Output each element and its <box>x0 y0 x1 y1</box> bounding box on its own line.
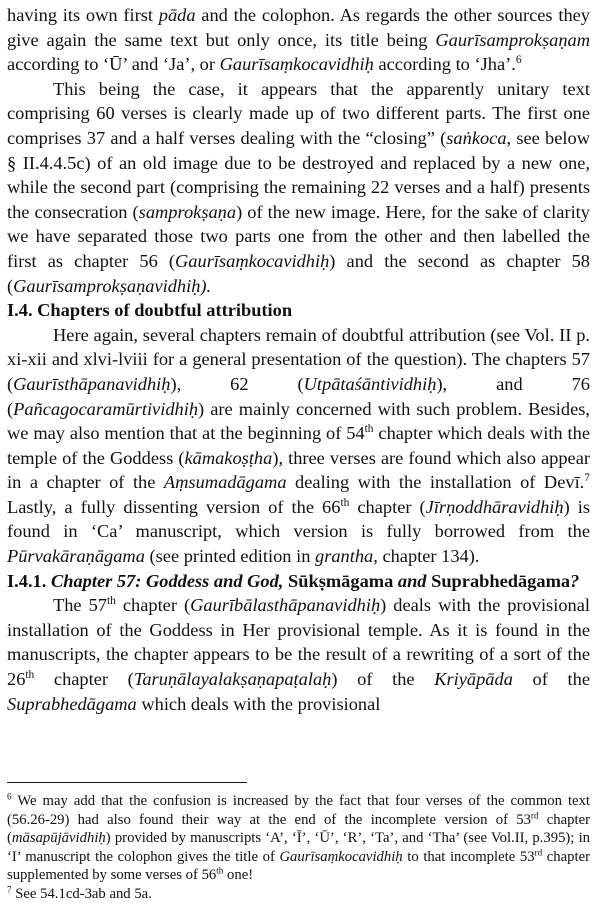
text-run: chapter supplemented by some verses of 56 <box>7 848 590 884</box>
italic-term: Suprabhedāgama <box>7 693 137 714</box>
section-heading-1-4-1 <box>7 569 590 594</box>
heading-roman: Sūkṣmāgama <box>288 570 394 591</box>
italic-term: Utpātaśāntividhiḥ <box>303 373 437 394</box>
paragraph-4 <box>7 593 590 716</box>
text-run: chapter ( <box>349 496 426 517</box>
ordinal-suffix: rd <box>534 847 543 858</box>
ordinal-suffix: th <box>340 496 350 509</box>
text-run: Lastly, a fully dissenting version of the 66 <box>7 496 341 517</box>
footnote-number: 6 <box>7 791 12 802</box>
text-run: ), and 76 ( <box>7 373 590 419</box>
text-run: chapter ( <box>115 595 191 616</box>
italic-term: grantha <box>315 546 374 567</box>
footnote-7 <box>7 885 590 904</box>
heading-italic: ? <box>570 570 580 591</box>
text-run: ), 62 ( <box>170 373 304 394</box>
paragraph-1 <box>7 3 590 77</box>
italic-term: Taruṇālayalakṣaṇapaṭalaḥ <box>133 669 332 690</box>
text-run: chapter ( <box>7 811 590 847</box>
italic-term: Aṃsumadāgama <box>163 472 287 493</box>
italic-term: Gaurīsamprokṣaṇavidhiḥ). <box>13 275 212 296</box>
text-run: See 54.1cd-3ab and 5a. <box>11 885 152 902</box>
italic-term: Kriyāpāda <box>434 669 513 690</box>
footnotes <box>7 792 590 904</box>
ordinal-suffix: th <box>364 423 374 436</box>
italic-term: Gaurīsaṃkocavidhiḥ <box>175 250 330 271</box>
text-run: ) and the second as chapter 58 ( <box>7 250 591 296</box>
text-run: having its own first <box>7 5 159 25</box>
footnote-number: 7 <box>7 884 12 895</box>
text-run: , see below § II.4.4.5c) of an old image due to be destroyed and replaced by a new one, while the second part (comprising the remaining 22 verses and a half) presents the consecration ( <box>7 127 590 222</box>
italic-term: māsapūjāvidhiḥ <box>11 830 106 847</box>
heading-roman: Suprabhedāgama <box>426 570 571 591</box>
text-run: ) provided by manuscripts ‘A’, ‘Ī’, ‘Ū’, ‘R’, ‘Ta’, and ‘Tha’ (see Vol.II, p.395); in ‘I’ manuscript the colophon gives the title of <box>7 830 590 865</box>
italic-term: samprokṣaṇa <box>138 201 237 222</box>
text-run: Here again, several chapters remain of doubtful attribution (see Vol. II p. xi-xii and xlvi-lviii for a general presentation of the question). The chapters 57 ( <box>7 324 590 394</box>
italic-term: Pañcagocaramūrtividhiḥ <box>13 398 199 419</box>
ordinal-suffix: th <box>25 668 35 681</box>
italic-term: Jīrṇoddhāravidhiḥ <box>425 496 564 517</box>
text-run: according to ‘Jha’. <box>373 54 516 75</box>
text-run: ) are mainly concerned with such problem. Besides, we may also mention that at the beginning of 54 <box>7 398 590 444</box>
footnote-ref-6[interactable]: 6 <box>515 54 522 67</box>
text-run: ), three verses are found which also appear in a chapter of the <box>7 447 590 493</box>
text-run: The 57 <box>53 595 107 616</box>
italic-term: Gaurīsaṃkocavidhiḥ <box>219 54 374 75</box>
ordinal-suffix: th <box>216 865 224 876</box>
text-run: This being the case, it appears that the apparently unitary text comprising 60 verses is clearly made up of two different parts. The first one comprises 37 and a half verses dealing with the “closing” ( <box>7 78 590 148</box>
text-run: according to ‘Ū’ and ‘Ja’, or <box>7 54 220 75</box>
italic-term: Gaurīsaṃkocavidhiḥ <box>279 848 403 865</box>
italic-term: kāmakoṣṭha <box>184 447 273 468</box>
italic-term: Gaurīsthāpanavidhiḥ <box>13 373 171 394</box>
paragraph-3 <box>7 323 590 569</box>
text-run: We may add that the confusion is increased by the fact that four verses of the common text (56.26-29) had also found their way at the end of the incomplete version of 53 <box>7 793 590 828</box>
text-run: dealing with the installation of Devī. <box>286 472 585 493</box>
text-run: chapter which deals with the temple of the Goddess ( <box>7 423 590 468</box>
text-run: ) deals with the provisional installation of the Goddess in Her provisional temple. As it is found in the manuscripts, the chapter appears to be the result of a rewriting of a sort of the 26 <box>7 595 590 690</box>
italic-term: Pūrvakāraṇāgama <box>7 546 145 567</box>
text-run: which deals with the provisional <box>136 693 381 714</box>
text-run: ) is found in ‘Ca’ manuscript, which version is fully borrowed from the <box>7 496 591 542</box>
italic-term: Gaurībālasthāpanavidhiḥ <box>190 595 381 616</box>
heading-italic: and <box>393 570 427 591</box>
heading-number: I.4.1. <box>7 570 51 591</box>
footnote-ref-7[interactable]: 7 <box>584 472 590 485</box>
text-run: and the colophon. As regards the other sources they give again the same text but only once, its title being <box>7 5 590 50</box>
text-run: to that incomplete 53 <box>402 848 535 865</box>
ordinal-suffix: th <box>106 595 116 608</box>
text-run: chapter ( <box>34 669 134 690</box>
text-run: , chapter 134). <box>373 546 480 567</box>
footnote-separator <box>7 782 247 783</box>
italic-term: Gaurīsamprokṣaṇam <box>435 29 590 50</box>
italic-term: pāda <box>158 5 196 25</box>
text-run: ) of the <box>331 669 435 690</box>
text-run: one! <box>223 867 254 884</box>
text-run: ) of the new image. Here, for the sake of clarity we have separated those two parts one from the other and then labelled the first as chapter 56 ( <box>7 201 590 271</box>
ordinal-suffix: rd <box>530 809 539 820</box>
paragraph-2 <box>7 77 590 298</box>
text-run: of the <box>512 669 590 690</box>
text-run: (see printed edition in <box>144 546 315 567</box>
footnote-6 <box>7 792 590 885</box>
section-heading-1-4: I.4. Chapters of doubtful attribution <box>7 300 293 321</box>
heading-italic: Chapter 57: Goddess and God, <box>50 570 289 591</box>
main-text <box>7 3 590 716</box>
italic-term: saṅkoca <box>446 127 507 148</box>
